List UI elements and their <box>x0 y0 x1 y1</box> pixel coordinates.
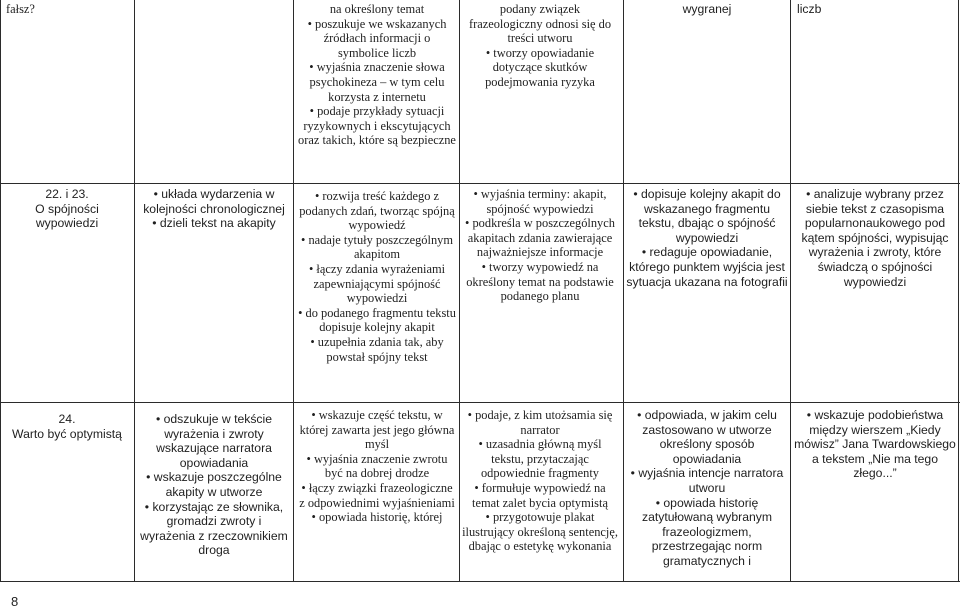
table-cell-outstanding <box>797 2 955 17</box>
list-item: • opowiada historię, której <box>298 510 456 525</box>
list-item: • wskazuje poszczególne akapity w utworze <box>138 470 290 499</box>
table-bottom-border <box>0 581 960 582</box>
list-item: • uzasadnia główną myśl tekstu, przytaczając odpowiednie fragmenty <box>462 437 618 481</box>
list-item: • rozwija treść każdego z podanych zdań, tworząc spójną wypowiedź <box>298 189 456 233</box>
page-number: 8 <box>11 594 19 609</box>
list-item: • podaje, z kim utożsamia się narrator <box>462 408 618 437</box>
table-cell-advanced <box>626 2 788 17</box>
table-border <box>790 0 791 581</box>
table-cell-lesson <box>2 412 132 441</box>
table-border <box>134 0 135 581</box>
list-item: • do podanego fragmentu tekstu dopisuje kolejny akapit <box>298 306 456 335</box>
list-item: • wyjaśnia intencje narratora utworu <box>626 466 788 495</box>
table-cell-basic <box>298 189 456 364</box>
list-item: • dzieli tekst na akapity <box>138 216 290 231</box>
cell-text: wygranej <box>682 2 732 16</box>
list-item: • podaje przykłady sytuacji ryzykownych i ekscytujących oraz takich, które są bezpieczne <box>298 104 456 148</box>
table-cell-basic <box>298 408 456 525</box>
cell-text: na określony temat <box>329 2 425 16</box>
list-item: • dopisuje kolejny akapit do wskazanego fragmentu tekstu, dbając o spójność wypowiedzi <box>626 187 788 245</box>
table-border <box>293 0 294 581</box>
list-item: • uzupełnia zdania tak, aby powstał spójny tekst <box>298 335 456 364</box>
list-item: • korzystając ze słownika, gromadzi zwroty i wyrażenia z rzeczownikiem droga <box>138 500 290 558</box>
table-row-divider <box>0 402 960 403</box>
list-item: • wyjaśnia znaczenie zwrotu być na dobrej drodze <box>298 452 456 481</box>
list-item: • tworzy opowiadanie dotyczące skutków podejmowania ryzyka <box>462 46 618 90</box>
list-item: • wskazuje część tekstu, w której zawarta jest jego główna myśl <box>298 408 456 452</box>
table-border <box>623 0 624 581</box>
list-item: • łączy związki frazeologiczne z odpowiednimi wyjaśnieniami <box>298 481 456 510</box>
table-row-divider <box>0 183 960 184</box>
lesson-number: 24. <box>58 412 76 426</box>
cell-text: podany związek frazeologiczny odnosi się do treści utworu <box>468 2 612 46</box>
list-item: • przygotowuje plakat ilustrujący określoną sentencję, dbając o estetykę wykonania <box>462 510 618 554</box>
table-cell-lesson <box>2 187 132 231</box>
list-item: • redaguje opowiadanie, którego punktem wyjścia jest sytuacja ukazana na fotografii <box>626 245 788 289</box>
list-item: • wskazuje podobieństwa między wierszem „Kiedy mówisz” Jana Twardowskiego a tekstem „Nie ma tego złego...” <box>794 408 956 481</box>
table-cell-lesson <box>6 2 130 17</box>
table-cell-outstanding <box>794 187 956 289</box>
list-item: • tworzy wypowiedź na określony temat na podstawie podanego planu <box>462 260 618 304</box>
list-item: • wyjaśnia znaczenie słowa psychokineza – w tym celu korzysta z internetu <box>298 60 456 104</box>
cell-text: fałsz? <box>6 2 35 16</box>
lesson-title: O spójności <box>35 201 99 216</box>
table-cell-advanced <box>626 187 788 289</box>
table-cell-extended <box>462 408 618 554</box>
list-item: • łączy zdania wyrażeniami zapewniającymi spójność wypowiedzi <box>298 262 456 306</box>
table-border <box>459 0 460 581</box>
table-border-left <box>0 0 1 581</box>
table-cell-required <box>138 187 290 231</box>
list-item: • analizuje wybrany przez siebie tekst z czasopisma popularnonaukowego pod kątem spójności, wypisując wyrażenia i zwroty, które świadczą o spójności wypowiedzi <box>794 187 956 289</box>
cell-text: liczb <box>797 2 822 16</box>
table-cell-extended <box>462 2 618 90</box>
list-item: • poszukuje we wskazanych źródłach informacji o symbolice liczb <box>298 17 456 61</box>
list-item: • odpowiada, w jakim celu zastosowano w utworze określony sposób opowiadania <box>626 408 788 466</box>
list-item: • formułuje wypowiedź na temat zalet bycia optymistą <box>462 481 618 510</box>
list-item: • opowiada historię zatytułowaną wybranym frazeologizmem, przestrzegając norm gramatycznych i <box>626 496 788 569</box>
list-item: • nadaje tytuły poszczególnym akapitom <box>298 233 456 262</box>
list-item: • wyjaśnia terminy: akapit, spójność wypowiedzi <box>462 187 618 216</box>
lesson-title: wypowiedzi <box>35 216 99 231</box>
list-item: • podkreśla w poszczególnych akapitach zdania zawierające najważniejsze informacje <box>462 216 618 260</box>
table-cell-basic <box>298 2 456 148</box>
table-cell-advanced <box>626 408 788 569</box>
list-item: • układa wydarzenia w kolejności chronologicznej <box>138 187 290 216</box>
table-border-right <box>958 0 959 581</box>
list-item: • odszukuje w tekście wyrażenia i zwroty wskazujące narratora opowiadania <box>138 412 290 470</box>
table-cell-extended <box>462 187 618 304</box>
lesson-number: 22. i 23. <box>45 187 89 201</box>
table-cell-outstanding <box>794 408 956 481</box>
lesson-title: Warto być optymistą <box>12 426 122 441</box>
table-cell-required <box>138 412 290 558</box>
